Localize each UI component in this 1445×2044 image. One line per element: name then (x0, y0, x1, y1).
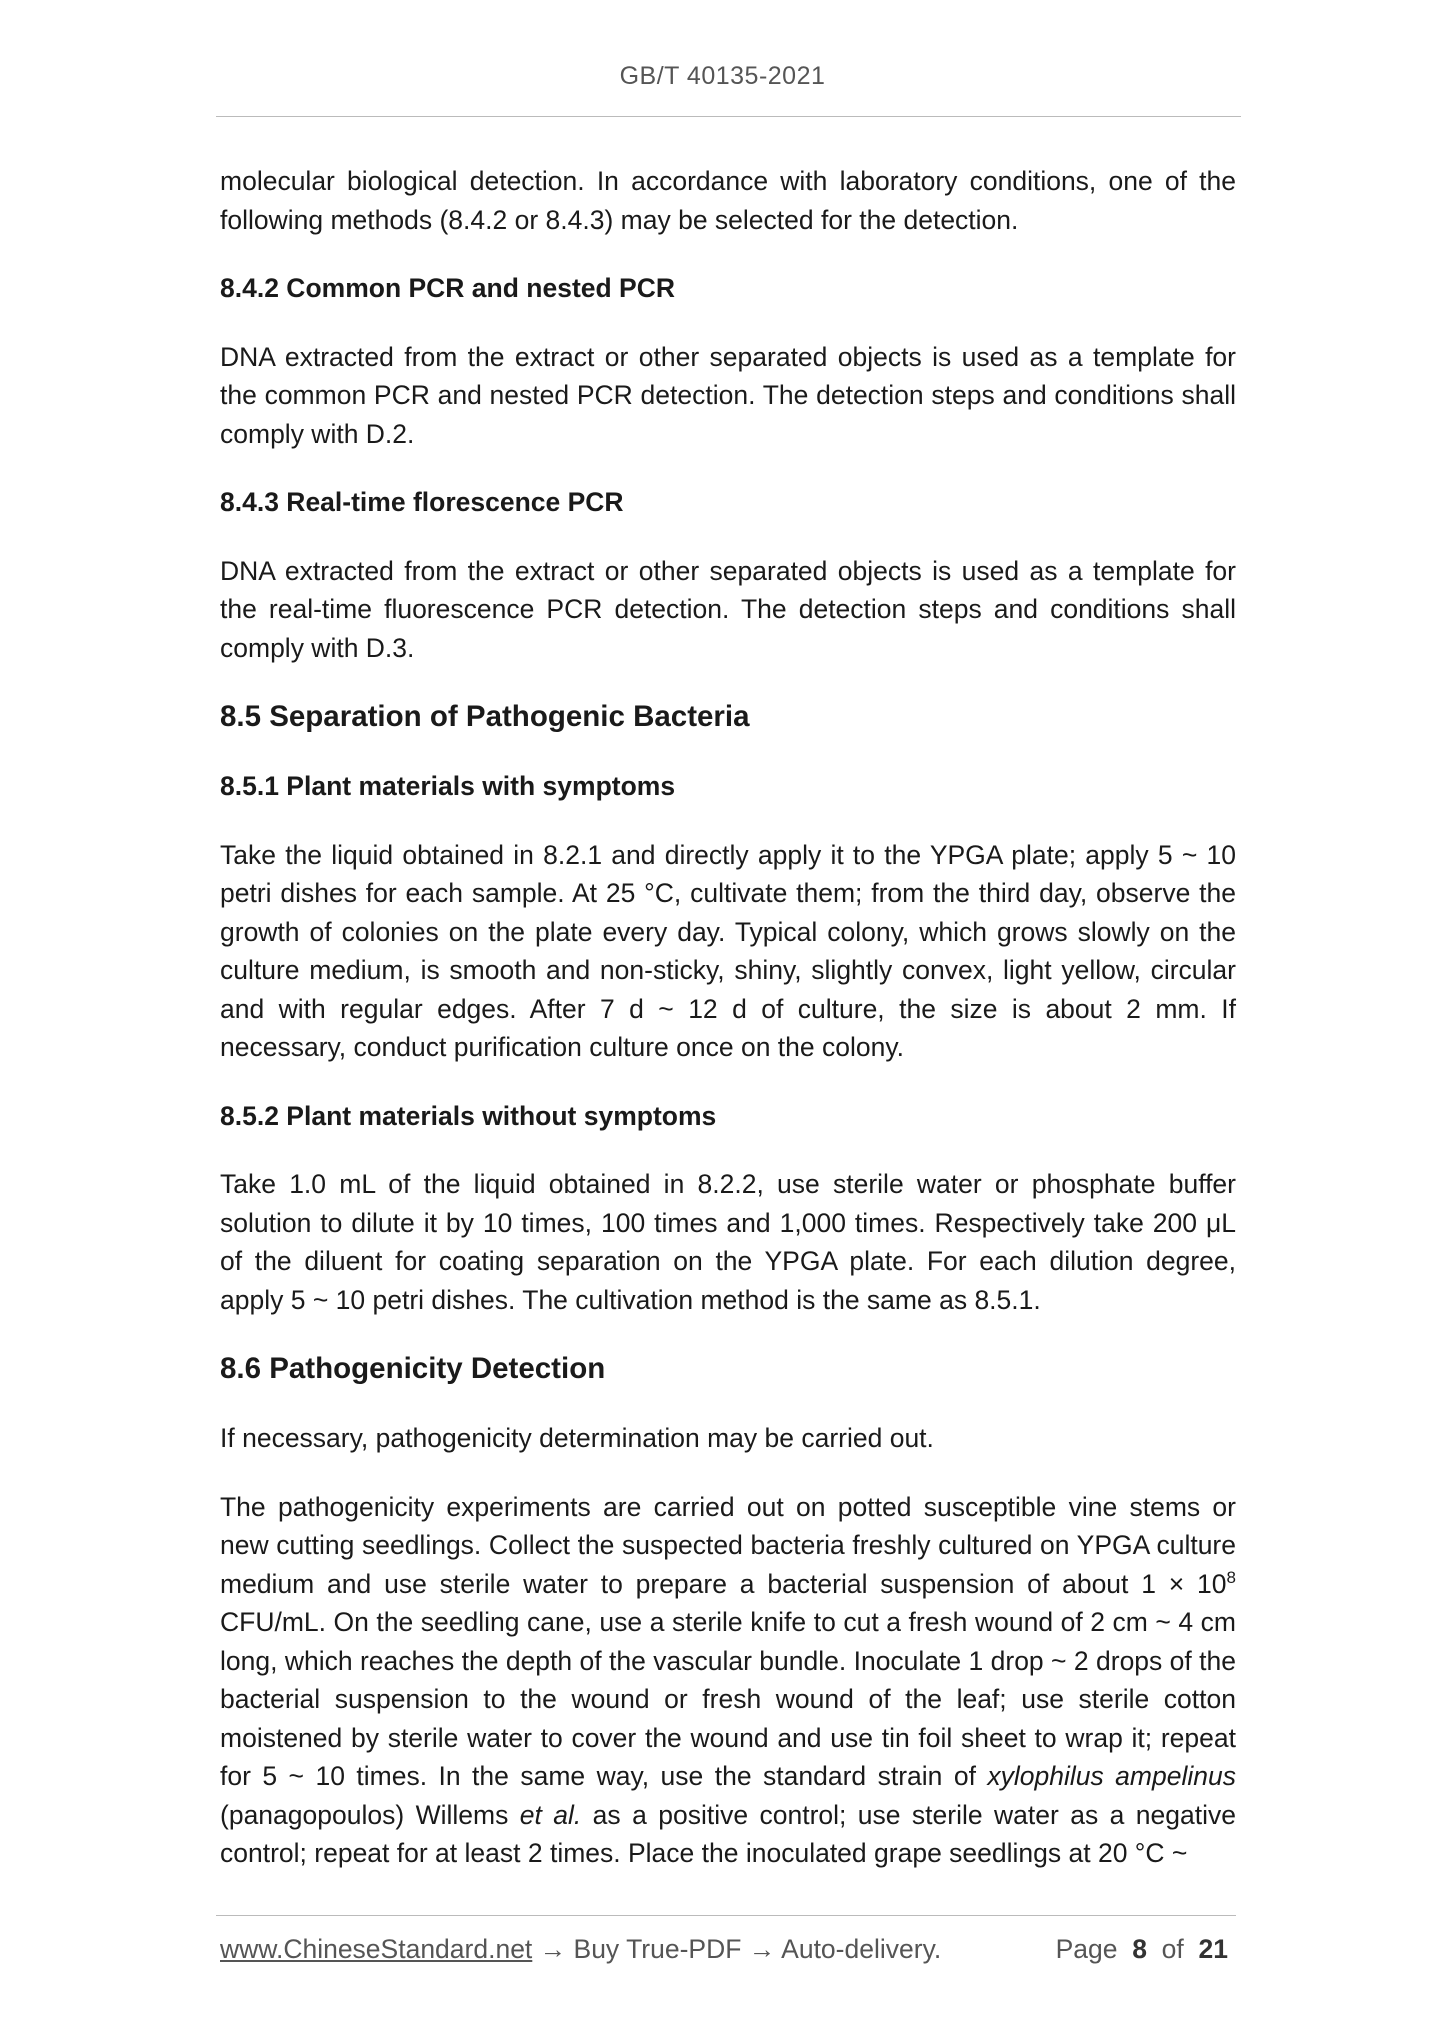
page-indicator (1056, 1934, 1228, 1965)
heading-8-5: 8.5 Separation of Pathogenic Bacteria (220, 700, 750, 733)
heading-8-5-1: 8.5.1 Plant materials with symptoms (220, 771, 676, 801)
text-run: CFU/mL. On the seedling cane, use a sterile knife to cut a fresh wound of 2 cm ~ 4 cm long, which reaches the depth of the vascular bundle. Inoculate 1 drop ~ 2 drops of the bacterial suspension to the wound or fresh wound of the leaf; use sterile cotton moistened by sterile water to cover the wound and use tin foil sheet to wrap it; repeat for 5 ~ 10 times. In the same way, use the standard strain of (220, 1607, 1236, 1791)
footer-promo (220, 1934, 941, 1965)
paragraph-8-6-b (220, 1488, 1236, 1873)
paragraph-8-5-1: Take the liquid obtained in 8.2.1 and directly apply it to the YPGA plate; apply 5 ~ 10 petri dishes for each sample. At 25 °C, cultivate them; from the third day, observe the growth of colonies on the plate every day. Typical colony, which grows slowly on the culture medium, is smooth and non-sticky, shiny, slightly convex, light yellow, circular and with regular edges. After 7 d ~ 12 d of culture, the size is about 2 mm. If necessary, conduct purification culture once on the colony. (220, 839, 1236, 1062)
intro-paragraph: molecular biological detection. In accordance with laboratory conditions, one of the following methods (8.4.2 or 8.4.3) may be selected for the detection. (220, 166, 1236, 235)
footer-divider (216, 1915, 1236, 1916)
heading-8-6: 8.6 Pathogenicity Detection (220, 1352, 606, 1385)
document-body (220, 162, 1236, 1873)
paragraph-8-4-2: DNA extracted from the extract or other separated objects is used as a template for the common PCR and nested PCR detection. The detection steps and conditions shall comply with D.2. (220, 341, 1236, 449)
species-name: xylophilus ampelinus (987, 1761, 1236, 1791)
paragraph-8-5-2: Take 1.0 mL of the liquid obtained in 8.2.2, use sterile water or phosphate buffer solution to dilute it by 10 times, 100 times and 1,000 times. Respectively take 200 μL of the diluent for coating separation on the YPGA plate. For each dilution degree, apply 5 ~ 10 petri dishes. The cultivation method is the same as 8.5.1. (220, 1169, 1236, 1315)
footer-promo-text: → Buy True-PDF → Auto-delivery. (532, 1934, 942, 1964)
paragraph-8-4-3: DNA extracted from the extract or other separated objects is used as a template for the real-time fluorescence PCR detection. The detection steps and conditions shall comply with D.3. (220, 555, 1236, 663)
text-run: The pathogenicity experiments are carried out on potted susceptible vine stems or new cutting seedlings. Collect the suspected bacteria freshly cultured on YPGA culture medium and use sterile water to prepare a bacterial suspension of about 1 × 10 (220, 1491, 1236, 1599)
website-link[interactable]: www.ChineseStandard.net (220, 1934, 533, 1964)
header-divider (216, 116, 1241, 117)
page-word: Page (1055, 1934, 1118, 1964)
exponent: 8 (1226, 1567, 1236, 1587)
text-run: as a positive control; use sterile water as a negative control; repeat for at least 2 times. Place the inoculated grape seedlings at 20 °C ~ (220, 1799, 1236, 1868)
et-al: et al. (519, 1799, 582, 1830)
paragraph-8-6-a: If necessary, pathogenicity determination may be carried out. (220, 1423, 934, 1453)
heading-8-4-3: 8.4.3 Real-time florescence PCR (220, 487, 624, 517)
page-header: GB/T 40135-2021 (619, 62, 826, 90)
text-run: (panagopoulos) Willems (220, 1799, 520, 1830)
page-number: 8 (1132, 1934, 1147, 1964)
heading-8-4-2: 8.4.2 Common PCR and nested PCR (220, 273, 676, 303)
heading-8-5-2: 8.5.2 Plant materials without symptoms (220, 1100, 717, 1131)
page-footer (220, 1934, 1236, 1974)
total-pages: 21 (1198, 1934, 1228, 1964)
of-word: of (1161, 1934, 1184, 1964)
